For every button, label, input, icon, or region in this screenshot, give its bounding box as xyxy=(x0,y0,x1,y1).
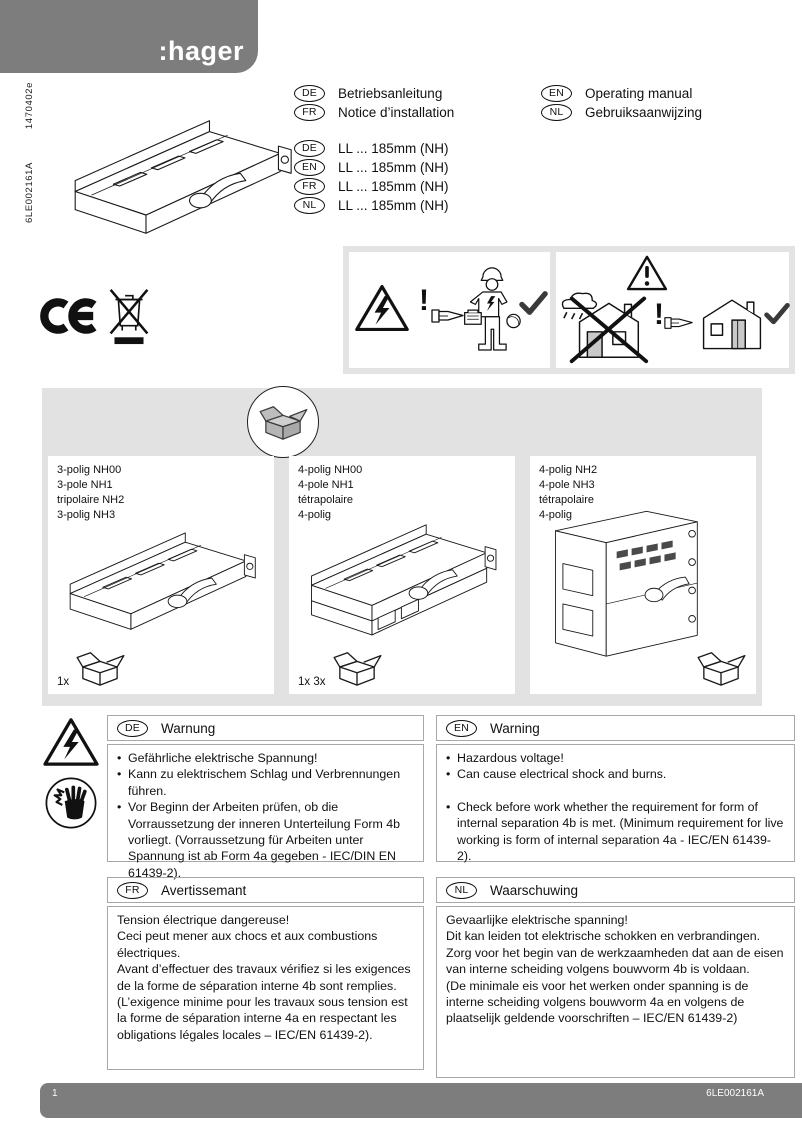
warning-body xyxy=(107,906,424,1070)
open-box-icon xyxy=(696,648,746,688)
warning-text: Vor Beginn der Arbeiten prüfen, ob die Vorraussetzung der inneren Unterteilung Form 4b vorliegt. (Vorraussetzung für Arbeiten unter Spannung ist ab Form 4a gegeben - IEC/DIN EN 61439-2). xyxy=(128,800,401,880)
product-ref-label: LL ... 185mm (NH) xyxy=(338,141,449,156)
variant-drawing-nh2 xyxy=(542,496,710,682)
warning-section-en xyxy=(436,715,795,862)
warning-item xyxy=(446,766,785,782)
variant-drawing-4pole xyxy=(293,514,509,652)
lang-badge-fr: FR xyxy=(117,882,148,899)
open-box-icon xyxy=(332,648,382,688)
product-ref-label: LL ... 185mm (NH) xyxy=(338,179,449,194)
side-code-top: 1470402e xyxy=(24,82,35,130)
manual-titles-col2 xyxy=(541,84,702,122)
variant-line: 4-polig NH2 xyxy=(539,464,598,476)
document-code: 6LE002161A xyxy=(706,1088,764,1099)
check-icon xyxy=(764,302,790,326)
manual-title-row xyxy=(541,103,702,122)
product-ref-row xyxy=(294,158,449,177)
variant-line: tripolaire NH2 xyxy=(57,493,125,506)
warning-body xyxy=(436,906,795,1078)
warning-section-fr xyxy=(107,877,424,1070)
variant-line: 4-polig xyxy=(539,508,573,521)
product-drawing-main xyxy=(55,108,305,255)
manual-title-row xyxy=(294,103,454,122)
warning-paragraph: Tension électrique dangereuse! xyxy=(117,913,290,927)
indoor-house-icon xyxy=(696,290,768,354)
variant-line: 4-pole NH1 xyxy=(298,478,354,491)
bullet: • xyxy=(446,751,451,765)
manual-title-label: Operating manual xyxy=(585,86,693,101)
safety-pictogram-strip xyxy=(343,246,795,374)
bullet: • xyxy=(117,800,122,815)
variant-line: tétrapolaire xyxy=(539,493,595,506)
warning-title: Avertissemant xyxy=(161,882,247,898)
outdoor-house-crossed-icon xyxy=(558,280,652,366)
variant-line: 4-polig xyxy=(298,508,332,521)
product-ref-label: LL ... 185mm (NH) xyxy=(338,198,449,213)
warning-section-de xyxy=(107,715,424,880)
variant-card-3pole xyxy=(48,456,274,694)
lang-badge-en: EN xyxy=(446,720,477,737)
manual-title-row xyxy=(541,84,702,103)
warning-paragraph: (De minimale eis voor het werken onder spanning is de interne scheiding volgens bouwvorm 4a en volgens de plaatselijk geldende voorschriften – IEC/EN 61439-2) xyxy=(446,978,749,1026)
bullet: • xyxy=(446,767,451,782)
footer-band xyxy=(40,1083,802,1118)
manual-title-row xyxy=(294,84,454,103)
pictogram-qualified-person xyxy=(349,252,550,368)
warning-paragraph: Zorg voor het begin van de werkzaamheden dat aan de eisen van interne scheiding volgens bouwvorm 4b is voldaan. xyxy=(446,945,784,977)
manual-titles-col1 xyxy=(294,84,454,122)
variant-line: 3-polig NH3 xyxy=(57,508,116,521)
lang-badge-de: DE xyxy=(117,720,148,737)
variant-line: 3-polig NH00 xyxy=(57,464,122,476)
pointing-hand-icon xyxy=(431,306,465,326)
electric-hazard-triangle-icon xyxy=(42,716,100,768)
warning-text: Check before work whether the requirement for form of internal separation 4b is met. (Minimum requirement for live working is form of internal separation 4a - IEC/EN 61439-2). xyxy=(457,799,784,864)
variant-labels xyxy=(57,463,124,522)
quantity-label: 1x xyxy=(57,676,70,688)
warning-paragraph: Avant d’effectuer des travaux vérifiez si les exigences de la forme de séparation interne 4b sont remplies. xyxy=(117,962,411,993)
warning-header xyxy=(107,715,424,741)
variant-line: 4-pole NH3 xyxy=(539,478,595,491)
variant-card-4pole xyxy=(289,456,515,694)
warning-text: Kann zu elektrischem Schlag und Verbrennungen führen. xyxy=(128,767,401,798)
manual-title-label: Gebruiksaanwijzing xyxy=(585,105,703,120)
header-band xyxy=(0,0,258,73)
warning-body xyxy=(436,744,795,862)
product-ref-row xyxy=(294,139,449,158)
warning-header xyxy=(436,715,795,741)
bullet: • xyxy=(117,767,122,782)
quantity-row xyxy=(57,648,125,688)
warning-text: Can cause electrical shock and burns. xyxy=(457,767,667,782)
quantity-label: 1x 3x xyxy=(298,676,326,688)
warning-text: Hazardous voltage! xyxy=(457,751,564,765)
lang-badge-fr: FR xyxy=(294,178,325,195)
warning-title: Warning xyxy=(490,720,540,736)
warning-title: Warnung xyxy=(161,720,216,736)
lang-badge-nl: NL xyxy=(541,104,572,121)
warning-title: Waarschuwing xyxy=(490,882,579,898)
check-icon xyxy=(519,290,548,317)
open-box-icon xyxy=(75,648,125,688)
page-number: 1 xyxy=(52,1088,58,1099)
exclamation-icon: ! xyxy=(654,298,664,331)
open-box-icon xyxy=(258,402,308,442)
variant-line: 4-polig NH00 xyxy=(298,464,363,476)
warning-text: Gefährliche elektrische Spannung! xyxy=(128,751,318,765)
warning-header xyxy=(107,877,424,903)
bullet: • xyxy=(117,751,122,765)
variant-line: tétrapolaire xyxy=(298,493,354,506)
weee-bin-icon xyxy=(106,286,152,346)
warning-paragraph: Gevaarlijke elektrische spanning! xyxy=(446,913,628,927)
product-ref-label: LL ... 185mm (NH) xyxy=(338,160,449,175)
electrician-icon xyxy=(463,258,521,364)
brand-logo: :hager xyxy=(158,36,244,66)
quantity-row xyxy=(298,648,382,688)
ce-mark-icon xyxy=(37,292,109,340)
warning-item xyxy=(117,766,414,799)
warning-body xyxy=(107,744,424,880)
bullet: • xyxy=(446,799,451,814)
variant-card-nh2-nh3 xyxy=(530,456,756,694)
warning-item xyxy=(117,750,414,766)
product-refs xyxy=(294,139,449,215)
manual-title-label: Betriebsanleitung xyxy=(338,86,443,101)
warning-item xyxy=(117,799,414,881)
packaging-circle xyxy=(247,386,319,458)
lang-badge-en: EN xyxy=(541,85,572,102)
warning-item xyxy=(446,750,785,766)
warning-item xyxy=(446,799,785,865)
product-ref-row xyxy=(294,196,449,215)
variant-drawing-3pole xyxy=(54,522,266,648)
warning-paragraph: Dit kan leiden tot elektrische schokken en verbrandingen. xyxy=(446,929,761,944)
electric-shock-hand-icon xyxy=(44,776,98,830)
pictogram-indoor-use xyxy=(556,252,789,368)
warning-paragraph: (L’exigence minime pour les travaux sous tension est la forme de séparation interne 4a en respectant les obligations légales locales – IEC/EN 61439-2). xyxy=(117,995,408,1042)
electric-hazard-triangle-icon xyxy=(354,282,410,334)
warning-paragraph: Ceci peut mener aux chocs et aux combustions électriques. xyxy=(117,929,378,960)
lang-badge-de: DE xyxy=(294,140,325,157)
lang-badge-de: DE xyxy=(294,85,325,102)
warning-header xyxy=(436,877,795,903)
variant-line: 3-pole NH1 xyxy=(57,478,113,491)
warning-section-nl xyxy=(436,877,795,1078)
product-ref-row xyxy=(294,177,449,196)
quantity-row xyxy=(690,648,746,688)
lang-badge-fr: FR xyxy=(294,104,325,121)
manual-title-label: Notice d’installation xyxy=(338,105,455,120)
lang-badge-nl: NL xyxy=(294,197,325,214)
side-code-bottom: 6LE002161A xyxy=(24,162,35,223)
lang-badge-nl: NL xyxy=(446,882,477,899)
pointing-hand-icon xyxy=(664,314,694,332)
exclamation-icon: ! xyxy=(419,284,429,317)
lang-badge-en: EN xyxy=(294,159,325,176)
